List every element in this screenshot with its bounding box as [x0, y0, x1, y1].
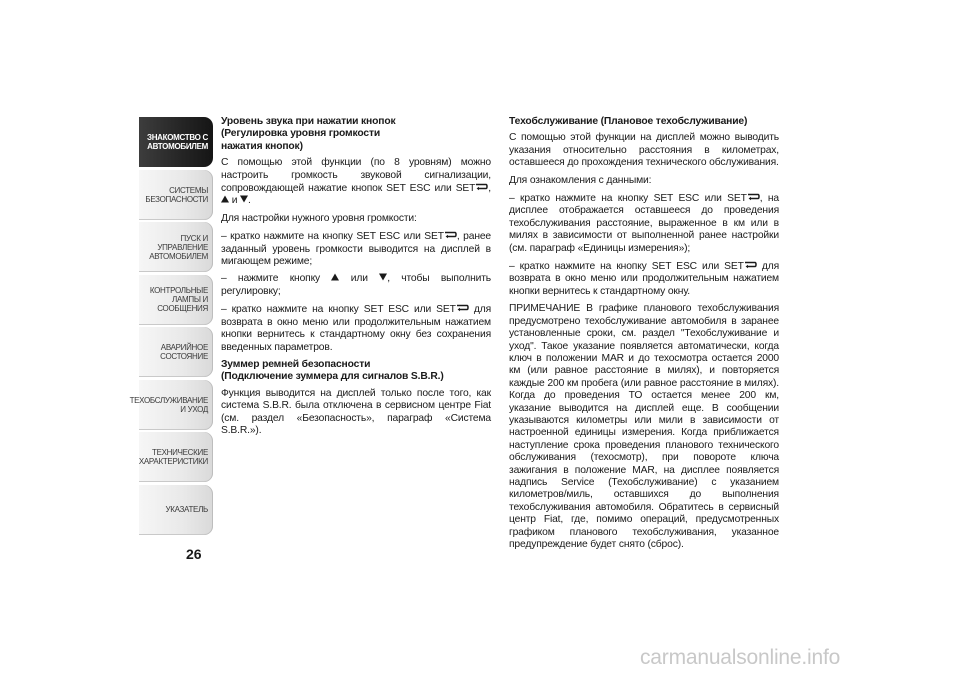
paragraph: Функция выводится на дисплей только после того, как система S.B.R. была отключена в сервисном центре Fiat (см. раздел «Безопасность», параграф «Система S.B.R.»).	[221, 387, 491, 436]
paragraph	[221, 230, 491, 268]
return-arrow-icon	[747, 192, 760, 201]
text: – нажмите кнопку	[221, 273, 321, 285]
section-heading-seatbelt-buzzer: Зуммер ремней безопасности (Подключение зуммера для сигналов S.B.R.)	[221, 358, 444, 383]
paragraph	[221, 273, 491, 298]
text: для возврата в окно меню или продолжительным нажатием кнопки вернитесь к стандартному окну без сохранения введенных параметров.	[221, 304, 492, 353]
paragraph: Для настройки нужного уровня громкости:	[221, 212, 417, 224]
tab-label: ПУСК И УПРАВЛЕНИЕ АВТОМОБИЛЕМ	[149, 233, 208, 261]
note-paragraph: ПРИМЕЧАНИЕ В графике планового техобслуживания предусмотрено техобслуживание автомобиля в заранее установленные сроки, см. раздел "Техобслуживание и уход". Такое указание появляется автоматически, когда ключ в положении MAR и до техосмотра остается 2000 км (или равное расстояние в милях), и повторяется каждые 200 км пробега (или равное расстояние в милях). Когда до проведения ТО остается менее 200 км, указание выводится на дисплей еще. В сообщении указываются километры или мили в зависимости от настроенной единицы измерения. Когда приближается наступление срока проведения планового технического обслуживания (техосмотр), при повороте ключа зажигания в положение MAR, на дисплее появляется надпись Service (Техобслуживание) с указанием километров/миль, оставшихся до выполнения техобслуживания автомобиля. Обратитесь в сервисный центр Fiat, где, помимо операций, предусмотренных графиком планового техобслуживания, указанное предупреждение будет снято (сброс).	[509, 303, 779, 550]
return-arrow-icon	[456, 303, 469, 312]
page-number: 26	[186, 546, 202, 562]
tab-label: УКАЗАТЕЛЬ	[165, 505, 208, 514]
tab-emergency[interactable]	[139, 327, 213, 377]
text: – кратко нажмите на кнопку SET ESC или SET	[509, 193, 747, 205]
right-column	[509, 116, 779, 556]
text: – кратко нажмите на кнопку SET ESC или SET	[221, 231, 444, 243]
text: С помощью этой функции (по 8 уровням) можно настроить громкость звуковой сигнализации, сопровождающей нажатие кнопок SET ESC или SET	[221, 157, 491, 195]
text: для возврата в окно меню или продолжительным нажатием кнопки вернитесь к стандартному окну.	[509, 261, 780, 297]
triangle-up-icon	[221, 195, 229, 203]
text: .	[248, 195, 251, 207]
tab-safety[interactable]	[139, 170, 213, 220]
paragraph	[509, 192, 779, 255]
triangle-up-icon	[331, 273, 339, 281]
text: и	[231, 195, 238, 207]
tab-specifications[interactable]	[139, 432, 213, 482]
paragraph	[221, 157, 491, 208]
tab-warning-lights[interactable]	[139, 275, 213, 325]
return-arrow-icon	[444, 230, 457, 239]
text: , на дисплее отображается оставшееся до проведения техобслуживания расстояние, выраженное в км или в милях в зависимости от выполненной ранее настройки (см. параграф «Единицы измерения»);	[509, 193, 779, 254]
tab-maintenance[interactable]	[129, 380, 213, 430]
tab-label: КОНТРОЛЬНЫЕ ЛАМПЫ И СООБЩЕНИЯ	[149, 286, 208, 313]
watermark: carmanualsonline.info	[640, 646, 841, 669]
tab-label: АВАРИЙНОЕ СОСТОЯНИЕ	[160, 343, 208, 361]
text: ,	[488, 183, 491, 195]
section-heading-service: Техобслуживание (Плановое техобслуживание)	[509, 116, 748, 127]
text: , ранее заданный уровень громкости выводится на дисплей в мигающем режиме;	[221, 231, 492, 268]
paragraph: С помощью этой функции на дисплей можно выводить указания относительно расстояния в километрах, оставшееся до прохождения технического обслуживания.	[509, 132, 779, 169]
paragraph	[221, 303, 491, 354]
tab-starting[interactable]	[139, 222, 213, 272]
return-arrow-icon	[744, 260, 757, 269]
section-heading-button-volume: Уровень звука при нажатии кнопок (Регулировка уровня громкости нажатия кнопок)	[221, 116, 396, 152]
left-column	[221, 116, 491, 442]
tab-label: ТЕХОБСЛУЖИВАНИЕ И УХОД	[129, 395, 208, 414]
tab-label: СИСТЕМЫ БЕЗОПАСНОСТИ	[145, 185, 208, 204]
return-arrow-icon	[475, 182, 488, 191]
triangle-down-icon	[240, 195, 248, 203]
tab-index[interactable]	[139, 485, 213, 535]
chapter-tabs	[129, 117, 213, 537]
tab-intro[interactable]	[139, 117, 213, 167]
tab-label: ТЕХНИЧЕСКИЕ ХАРАКТЕРИСТИКИ	[138, 448, 208, 466]
text: – кратко нажмите на кнопку SET ESC или SET	[509, 261, 744, 273]
triangle-down-icon	[379, 273, 387, 281]
paragraph: Для ознакомления с данными:	[509, 174, 652, 186]
paragraph	[509, 260, 779, 298]
tab-label: ЗНАКОМСТВО С АВТОМОБИЛЕМ	[146, 133, 208, 151]
text: или	[350, 273, 368, 285]
text: , чтобы выполнить регулировку;	[221, 273, 491, 297]
text: – кратко нажмите на кнопку SET ESC или SET	[221, 304, 456, 316]
